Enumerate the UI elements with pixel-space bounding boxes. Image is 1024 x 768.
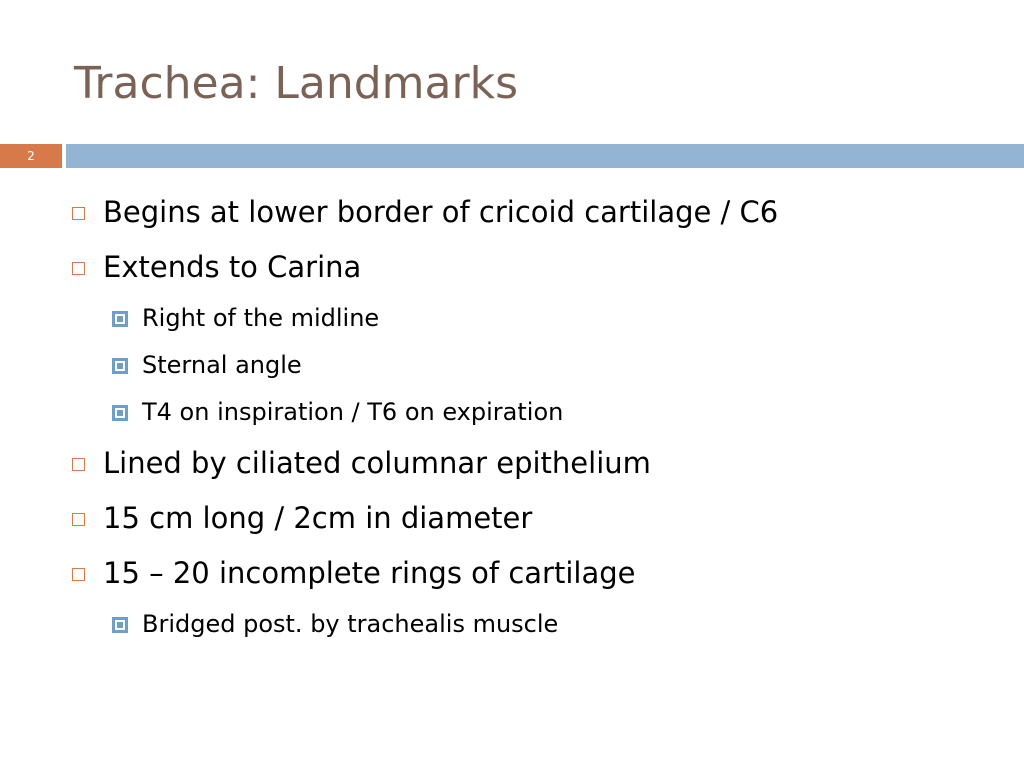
- sub-bullet-text: T4 on inspiration / T6 on expiration: [142, 397, 564, 426]
- sub-bullet-text: Bridged post. by trachealis muscle: [142, 609, 559, 638]
- bullet-item: [72, 490, 1012, 545]
- bullet-item: [72, 545, 1012, 600]
- bullet-item: [72, 184, 1012, 239]
- hollow-square-icon: [72, 513, 85, 526]
- header-accent-bar: [66, 144, 1024, 168]
- slide-title: Trachea: Landmarks: [74, 58, 518, 109]
- sub-bullet-item: [72, 600, 1012, 647]
- bullet-item: [72, 239, 1012, 294]
- bullet-text: Extends to Carina: [103, 249, 362, 284]
- hollow-square-icon: [72, 207, 85, 220]
- sub-bullet-item: [72, 294, 1012, 341]
- slide-number-badge: [0, 144, 62, 168]
- filled-square-icon: [112, 617, 128, 633]
- filled-square-icon: [112, 311, 128, 327]
- slide-number: 2: [27, 149, 35, 163]
- bullet-item: [72, 435, 1012, 490]
- hollow-square-icon: [72, 458, 85, 471]
- bullet-list: [72, 184, 1012, 647]
- sub-bullet-text: Right of the midline: [142, 303, 380, 332]
- filled-square-icon: [112, 358, 128, 374]
- bullet-text: 15 cm long / 2cm in diameter: [103, 500, 533, 535]
- sub-bullet-item: [72, 341, 1012, 388]
- filled-square-icon: [112, 405, 128, 421]
- bullet-text: Lined by ciliated columnar epithelium: [103, 445, 651, 480]
- sub-bullet-text: Sternal angle: [142, 350, 302, 379]
- bullet-text: 15 – 20 incomplete rings of cartilage: [103, 555, 636, 590]
- sub-bullet-item: [72, 388, 1012, 435]
- hollow-square-icon: [72, 262, 85, 275]
- bullet-text: Begins at lower border of cricoid cartilage / C6: [103, 194, 779, 229]
- hollow-square-icon: [72, 568, 85, 581]
